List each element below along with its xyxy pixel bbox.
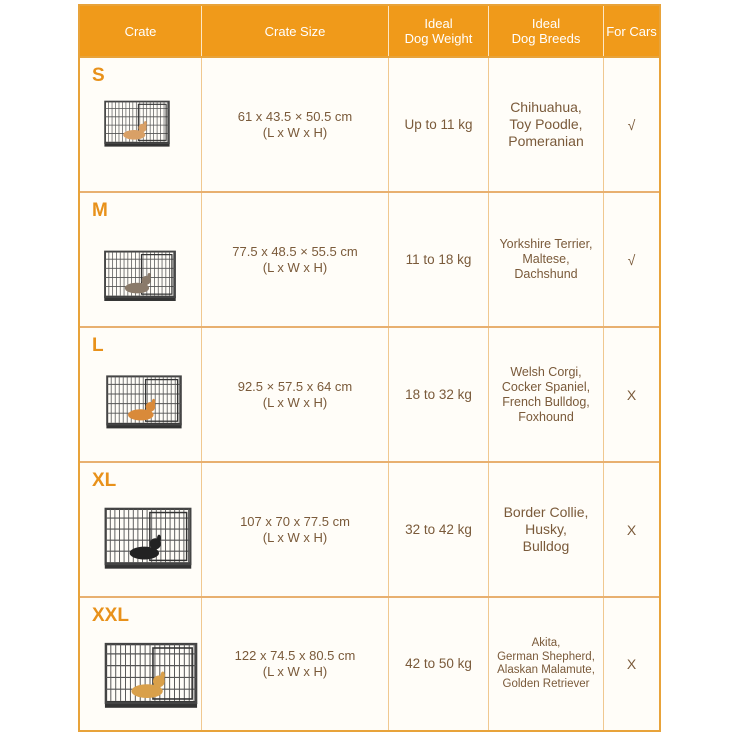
for-cars-cell [604,58,659,191]
breed-name: Foxhound [518,409,574,424]
header-weight-line2: Dog Weight [404,31,473,46]
breed-name: Pomeranian [508,133,584,149]
table-row [80,193,659,328]
header-crate-size [202,6,389,56]
header-weight [389,6,489,56]
for-cars-cell [604,598,659,730]
for-cars-cell [604,193,659,326]
for-cars-cell [604,463,659,596]
table-row [80,463,659,598]
crate-with-dog-image [102,501,194,575]
for-cars-mark: √ [627,251,636,268]
crate-dimensions: 77.5 x 48.5 × 55.5 cm [232,243,358,259]
crate-with-dog-image [102,370,186,434]
crate-dimensions-cell [202,58,389,191]
dog-breeds-cell [489,58,604,191]
dimension-unit: (L x W x H) [262,124,328,140]
breed-name: German Shepherd, [497,650,595,663]
header-breeds-line1: Ideal [531,16,561,31]
header-weight-line1: Ideal [424,16,453,31]
table-row [80,328,659,463]
breed-name: French Bulldog, [502,394,590,409]
crate-with-dog-image [102,245,178,307]
dog-breeds-cell [489,328,604,461]
breed-name: Alaskan Malamute, [497,664,595,676]
dog-weight: 11 to 18 kg [405,251,472,267]
crate-dimensions: 61 x 43.5 × 50.5 cm [237,108,353,124]
dog-breeds-cell [489,463,604,596]
dog-breeds-cell [489,193,604,326]
dog-breeds-cell [489,598,604,730]
dimension-unit: (L x W x H) [262,394,328,410]
table-row [80,598,659,730]
crate-dimensions: 107 x 70 x 77.5 cm [240,513,350,529]
dog-weight: 42 to 50 kg [405,656,472,671]
crate-size-letter: M [92,200,108,221]
dog-weight: Up to 11 kg [404,116,473,132]
table-header [80,6,659,58]
breed-name: Toy Poodle, [509,116,583,132]
crate-cell [80,463,202,596]
crate-dimensions: 122 x 74.5 x 80.5 cm [234,648,356,663]
table-row [80,58,659,193]
dog-weight: 32 to 42 kg [405,521,472,537]
dimension-unit: (L x W x H) [262,259,328,275]
breed-name: Chihuahua, [510,99,582,115]
crate-cell [80,58,202,191]
breed-name: Husky, [525,521,567,537]
breed-name: Akita, [531,637,561,649]
crate-with-dog-image [102,96,172,152]
crate-size-letter: XL [92,470,117,491]
dog-weight: 18 to 32 kg [405,386,472,402]
header-cars-label: For Cars [606,23,657,39]
header-crate-size-label: Crate Size [264,23,326,39]
crate-dimensions-cell [202,463,389,596]
dimension-unit: (L x W x H) [262,529,328,545]
breed-name: Dachshund [514,267,578,281]
breed-name: Yorkshire Terrier, [499,237,593,251]
breed-name: Golden Retriever [502,677,590,690]
breed-name: Welsh Corgi, [510,364,582,379]
dog-weight-cell [389,328,489,461]
for-cars-cell [604,328,659,461]
header-crate-label: Crate [124,23,157,39]
crate-cell [80,328,202,461]
crate-with-dog-image [102,636,200,714]
crate-size-chart [78,4,661,732]
dog-weight-cell [389,193,489,326]
crate-size-letter: XXL [92,605,129,626]
breed-name: Border Collie, [503,504,589,520]
crate-cell [80,193,202,326]
dog-weight-cell [389,58,489,191]
for-cars-mark: X [626,386,637,403]
dimension-unit: (L x W x H) [262,664,328,679]
crate-cell [80,598,202,730]
for-cars-mark: X [626,521,637,538]
header-crate [80,6,202,56]
dog-weight-cell [389,463,489,596]
crate-dimensions-cell [202,328,389,461]
header-breeds-line2: Dog Breeds [511,31,581,46]
header-breeds [489,6,604,56]
crate-dimensions-cell [202,193,389,326]
breed-name: Maltese, [522,252,570,266]
crate-dimensions: 92.5 × 57.5 x 64 cm [237,378,353,394]
for-cars-mark: X [626,656,637,672]
crate-size-letter: S [92,65,105,86]
for-cars-mark: √ [627,116,636,133]
header-cars [604,6,659,56]
crate-dimensions-cell [202,598,389,730]
crate-size-letter: L [92,335,104,356]
dog-weight-cell [389,598,489,730]
breed-name: Bulldog [522,538,570,554]
breed-name: Cocker Spaniel, [501,379,591,394]
